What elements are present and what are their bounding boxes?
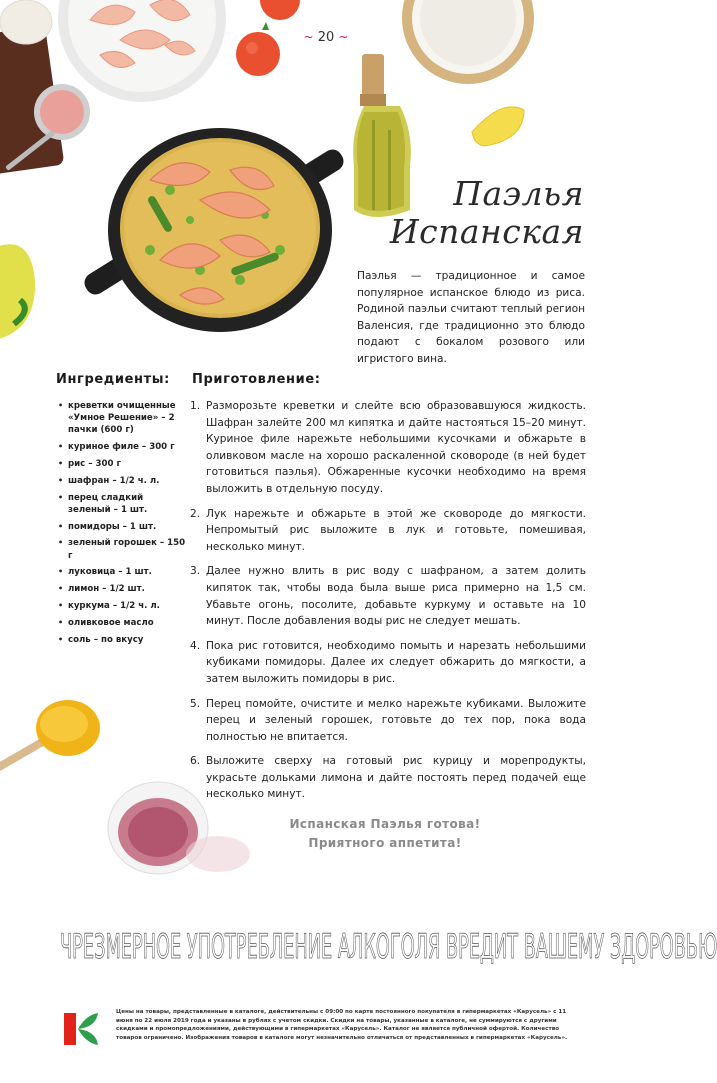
ingredient-item: • шафран – 1/2 ч. л. xyxy=(58,475,188,487)
ingredient-item: • зеленый горошек – 150 г xyxy=(58,537,188,561)
ingredient-item: • куркума – 1/2 ч. л. xyxy=(58,600,188,612)
ingredient-item: • перец сладкий зеленый – 1 шт. xyxy=(58,492,188,516)
page-number xyxy=(296,30,356,45)
ingredient-item: • лимон – 1/2 шт. xyxy=(58,583,188,595)
step-number: 3. xyxy=(190,565,201,578)
preparation-step xyxy=(190,696,586,746)
tomato-image xyxy=(236,32,280,76)
step-number: 5. xyxy=(190,697,201,710)
preparation-step xyxy=(190,753,586,803)
step-text: Пока рис готовится, необходимо помыть и нарезать небольшими кубиками помидоры. Далее их следует обжарить до мягкости, а затем выложить помидоры в рис. xyxy=(206,639,586,685)
alcohol-warning: ЧРЕЗМЕРНОЕ УПОТРЕБЛЕНИЕ АЛКОГОЛЯ ВРЕДИТ ВАШЕМУ ЗДОРОВЬЮ xyxy=(60,927,717,967)
ingredient-item: • оливковое масло xyxy=(58,617,188,629)
ingredient-item: • луковица – 1 шт. xyxy=(58,566,188,578)
preparation-steps xyxy=(190,398,586,811)
closing-message xyxy=(250,815,520,853)
step-number: 2. xyxy=(190,507,201,520)
preparation-heading: Приготовление: xyxy=(192,372,321,387)
preparation-step xyxy=(190,506,586,556)
ingredient-item: • соль – по вкусу xyxy=(58,634,188,646)
ingredient-item: • помидоры – 1 шт. xyxy=(58,521,188,533)
step-text: Перец помойте, очистите и мелко нарежьте кубиками. Выложите перец и зеленый горошек, готовьте до тех пор, пока вода полностью не впитается. xyxy=(206,697,586,743)
step-text: Далее нужно влить в рис воду с шафраном, а затем долить кипяток так, чтобы вода была выше риса примерно на 1,5 см. Убавьте огонь, посолите, добавьте куркуму и оставьте на 10 минут. После добавления воды рис не следует мешать. xyxy=(206,565,586,628)
step-number: 4. xyxy=(190,639,201,652)
logo-red-bar xyxy=(64,1013,76,1045)
ingredient-item: • креветки очищенные «Умное Решение» – 2 пачки (600 г) xyxy=(58,400,188,437)
karusel-logo-icon xyxy=(60,1009,100,1049)
step-number: 1. xyxy=(190,400,201,412)
paella-pan-image xyxy=(81,128,348,332)
step-text: Выложите сверху на готовый рис курицу и морепродукты, украсьте дольками лимона и дайте постоять перед подачей еще несколько минут. xyxy=(206,755,586,801)
closing-line1: Испанская Паэлья готова! xyxy=(289,817,481,831)
step-text: Лук нарежьте и обжарьте в этой же сковороде до мягкости. Непромытый рис выложите в лук и готовьте, помешивая, несколько минут. xyxy=(206,507,586,553)
lemon-image xyxy=(472,107,524,146)
recipe-title-line2: Испанская xyxy=(389,212,584,251)
closing-line2: Приятного аппетита! xyxy=(308,836,462,850)
recipe-title xyxy=(324,175,584,251)
bell-pepper-image xyxy=(0,244,35,340)
turmeric-spoon-image xyxy=(0,690,120,790)
garlic-image xyxy=(0,0,52,44)
step-number: 6. xyxy=(190,755,201,768)
ingredient-item: • рис – 300 г xyxy=(58,458,188,470)
ingredients-list xyxy=(58,400,188,650)
page-number-value: 20 xyxy=(317,30,335,45)
ingredients-heading: Ингредиенты: xyxy=(56,372,170,387)
preparation-step xyxy=(190,563,586,629)
tilde-left: ~ xyxy=(303,30,314,44)
ingredient-item: • куриное филе – 300 г xyxy=(58,441,188,453)
step-text: Разморозьте креветки и слейте всю образовавшуюся жидкость. Шафран залейте 200 мл кипятка и дайте настояться 15–20 минут. Куриное филе нарежьте небольшими кусочками и обжарьте в оливковом масле на хорошо раскаленной сковороде (в ней будет готовиться паэлья). Обжаренные кусочки необходимо на время выложить в отдельную посуду. xyxy=(206,400,586,495)
preparation-step xyxy=(190,398,586,498)
legal-disclaimer: Цены на товары, представленные в каталоге, действительны с 09:00 по карте постоянного покупателя в гипермаркетах «Карусель» с 11 июня по 22 июля 2019 года и указаны в рублях с учетом скидки. Скидки на товары, указанные в каталоге, не суммируются с другими скидками и промопредложениями, действующими в гипермаркетах «Карусель». Каталог не является публичной офертой. Количество товаров ограничено. Изображения товаров в каталоге могут незначительно отличаться от представленных в гипермаркетах «Карусель». xyxy=(116,1009,568,1041)
recipe-intro: Паэлья — традиционное и самое популярное испанское блюдо из риса. Родиной паэльи считают теплый регион Валенсия, где традиционно это блюдо подают с бокалом розового или игристого вина. xyxy=(357,270,585,365)
preparation-step xyxy=(190,638,586,688)
tilde-right: ~ xyxy=(338,30,349,44)
recipe-title-line1: Паэлья xyxy=(453,174,584,213)
